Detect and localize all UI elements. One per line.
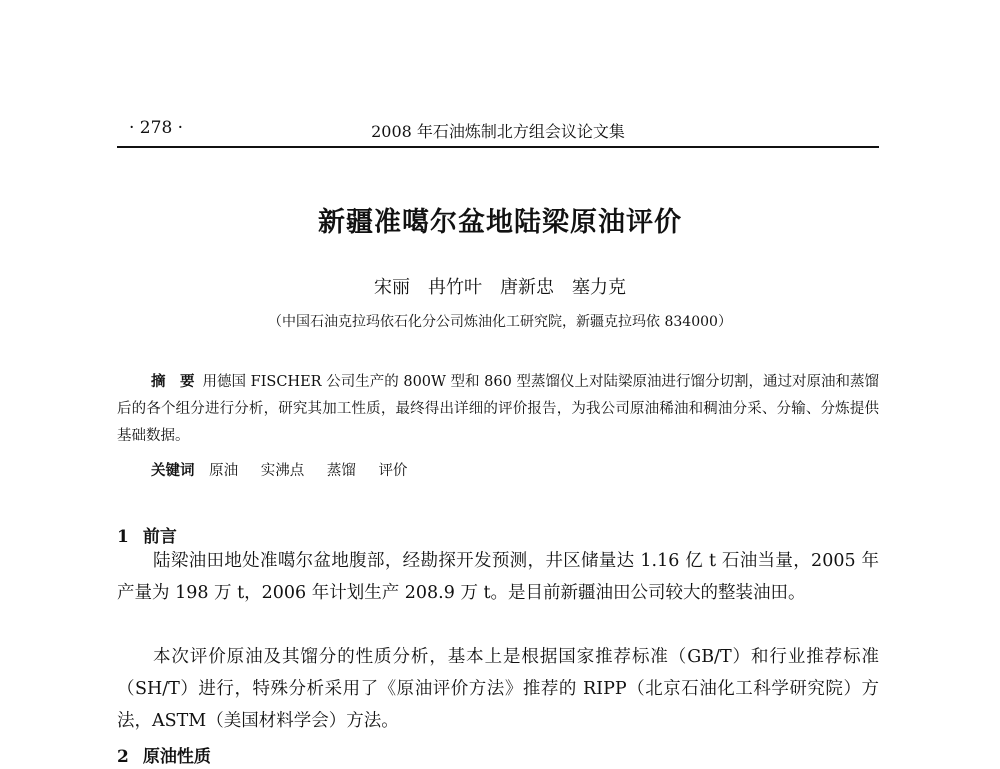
section-number: 2 <box>117 747 129 767</box>
keywords-label: 关键词 <box>151 462 195 479</box>
section-number: 1 <box>117 527 129 547</box>
section-title: 前言 <box>142 527 177 547</box>
keyword: 评价 <box>378 463 408 479</box>
affiliation: （中国石油克拉玛依石化分公司炼油化工研究院，新疆克拉玛依 834000） <box>268 314 732 330</box>
section-heading-1 <box>117 522 177 547</box>
paragraph: 本次评价原油及其馏分的性质分析，基本上是根据国家推荐标准（GB/T）和行业推荐标准（SH/T）进行，特殊分析采用了《原油评价方法》推荐的 RIPP（北京石油化工科学研究院）方法，ASTM（美国材料学会）方法。 <box>117 647 879 731</box>
paragraph: 陆梁油田地处准噶尔盆地腹部，经勘探开发预测，井区储量达 1.16 亿 t 石油当量，2005 年产量为 198 万 t，2006 年计划生产 208.9 万 t。是目前新疆油田公司较大的整装油田。 <box>117 551 879 603</box>
author-list: 宋丽 冉竹叶 唐新忠 塞力克 <box>374 277 626 298</box>
paper-title: 新疆准噶尔盆地陆梁原油评价 <box>318 207 682 238</box>
section-heading-2 <box>117 742 211 767</box>
journal-title: 2008 年石油炼制北方组会议论文集 <box>371 122 625 141</box>
page-number: · 278 · <box>129 118 184 138</box>
abstract-text: 用德国 FISCHER 公司生产的 800W 型和 860 型蒸馏仪上对陆梁原油进行馏分切割，通过对原油和蒸馏后的各个组分进行分析，研究其加工性质，最终得出详细的评价报告，为我公司原油稀油和稠油分采、分输、分炼提供基础数据。 <box>117 374 880 444</box>
keywords <box>151 459 425 480</box>
keyword: 蒸馏 <box>326 463 356 479</box>
running-header <box>117 116 879 146</box>
keyword: 原油 <box>209 463 239 479</box>
abstract <box>117 368 879 450</box>
keyword: 实沸点 <box>260 463 305 479</box>
abstract-label: 摘 要 <box>151 373 195 390</box>
header-divider <box>117 146 879 148</box>
section-title: 原油性质 <box>142 747 211 767</box>
